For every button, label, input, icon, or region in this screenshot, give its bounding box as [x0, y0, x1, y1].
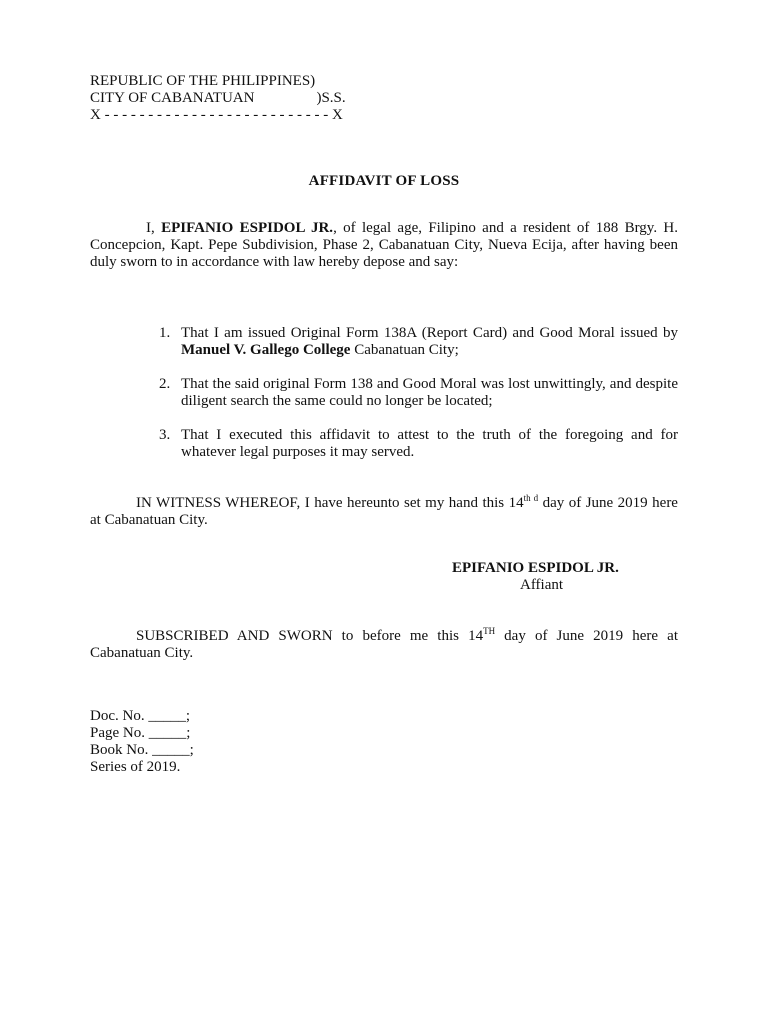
sworn-text: SUBSCRIBED AND SWORN to before me this 14 [136, 628, 484, 644]
witness-text-end: day of June 2019 here at Cabanatuan City. [90, 495, 678, 528]
statement-item [155, 325, 678, 359]
intro-paragraph [90, 220, 678, 271]
statement-text: That the said original Form 138 and Good Moral was lost unwittingly, and despite diligent search the same could no longer be located; [181, 376, 678, 409]
statement-item [155, 427, 678, 461]
registry-doc: Doc. No. _____; [90, 708, 190, 724]
statement-item [155, 376, 678, 410]
notarial-registry [90, 708, 194, 776]
sworn-text-end: day of June 2019 here at Cabanatuan City. [90, 628, 678, 661]
caption-republic: REPUBLIC OF THE PHILIPPINES) [90, 73, 316, 89]
college-name: Manuel V. Gallego College [181, 342, 351, 358]
intro-lead: I, [146, 220, 162, 236]
caption-divider: X - - - - - - - - - - - - - - - - - - - - - - - - - - X [90, 107, 343, 123]
registry-page: Page No. _____; [90, 725, 191, 741]
statement-list [155, 325, 678, 461]
statement-text: That I executed this affidavit to attest to the truth of the foregoing and for whatever legal purposes it may served. [181, 427, 678, 460]
document-caption [90, 73, 346, 124]
witness-text: IN WITNESS WHEREOF, I have hereunto set my hand this 14 [136, 495, 524, 511]
signature-role: Affiant [520, 577, 564, 593]
intro-rest: , of legal age, Filipino and a resident of 188 Brgy. H. Concepcion, Kapt. Pepe Subdivision, Phase 2, Cabanatuan City, Nueva Ecija, after having been duly sworn to in accordance with law hereby depose and say: [90, 220, 678, 270]
witness-sup: th d [523, 493, 539, 503]
statement-number: 2. [159, 376, 171, 392]
sworn-sup: TH [483, 626, 496, 636]
sworn-paragraph [90, 628, 678, 662]
caption-city [90, 90, 346, 107]
document-title: AFFIDAVIT OF LOSS [308, 173, 460, 189]
caption-ss: )S.S. [316, 90, 346, 106]
statement-number: 1. [159, 325, 171, 341]
caption-city-name: CITY OF CABANATUAN [90, 90, 255, 106]
registry-series: Series of 2019. [90, 759, 181, 775]
signature-name: EPIFANIO ESPIDOL JR. [452, 560, 619, 576]
statement-text: That I am issued Original Form 138A (Report Card) and Good Moral issued by [181, 325, 678, 341]
affiant-name-inline: EPIFANIO ESPIDOL JR. [161, 220, 334, 236]
witness-paragraph [90, 495, 678, 529]
statement-text-end: Cabanatuan City; [350, 342, 459, 358]
statement-number: 3. [159, 427, 171, 443]
registry-book: Book No. _____; [90, 742, 194, 758]
